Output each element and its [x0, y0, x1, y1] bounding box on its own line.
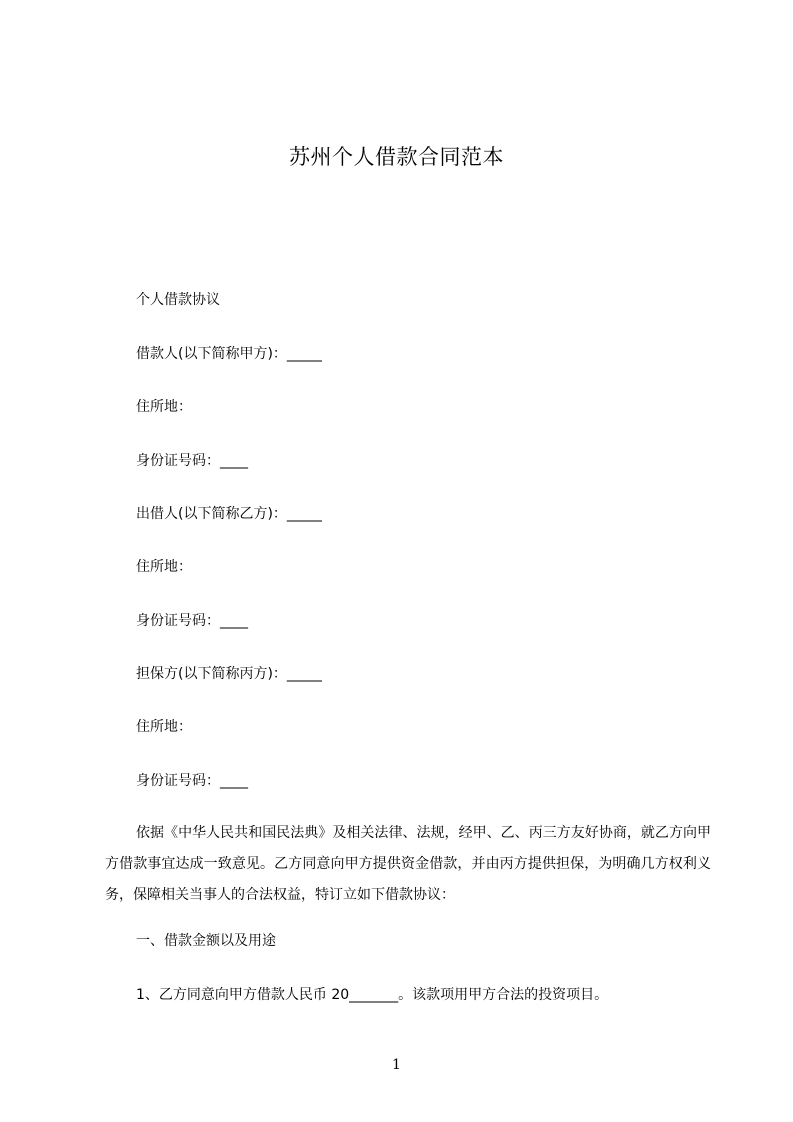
- page-number: 1: [392, 1057, 401, 1073]
- clause-1: 1、乙方同意向甲方借款人民币 20_______。该款项用甲方合法的投资项目。: [136, 987, 609, 1003]
- agreement-subtitle: 个人借款协议: [136, 292, 220, 308]
- section-heading: 一、借款金额以及用途: [136, 933, 276, 949]
- borrower-address-label: 住所地：: [136, 399, 192, 415]
- lender-label: 出借人(以下简称乙方)：_____: [136, 506, 322, 522]
- borrower-label: 借款人(以下简称甲方)：_____: [136, 346, 322, 362]
- borrower-id-label: 身份证号码：____: [136, 453, 248, 469]
- guarantor-id-label: 身份证号码：____: [136, 773, 248, 789]
- guarantor-address-label: 住所地：: [136, 719, 192, 735]
- guarantor-label: 担保方(以下简称丙方)：_____: [136, 666, 322, 682]
- lender-address-label: 住所地：: [136, 559, 192, 575]
- document-title: 苏州个人借款合同范本: [289, 145, 504, 169]
- intro-paragraph: 依据《中华人民共和国民法典》及相关法律、法规，经甲、乙、丙三方友好协商，就乙方向甲方借款事宜达成一致意见。乙方同意向甲方提供资金借款，并由丙方提供担保，为明确几方权利义务，保障相关当事人的合法权益，特订立如下借款协议：: [105, 825, 711, 903]
- lender-id-label: 身份证号码：____: [136, 613, 248, 629]
